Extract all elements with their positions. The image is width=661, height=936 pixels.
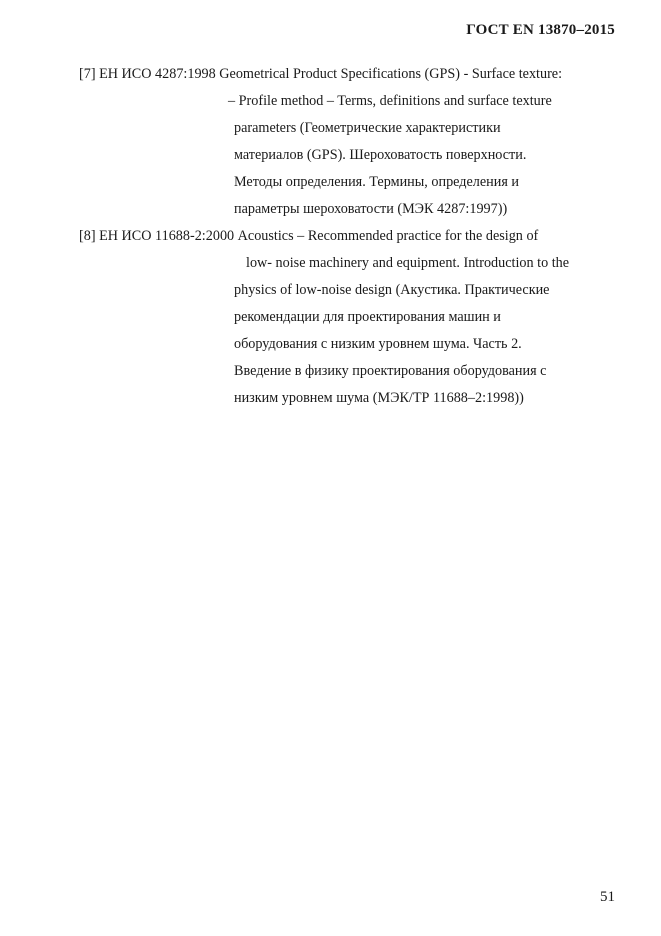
reference-7-line-4: материалов (GPS). Шероховатость поверхности.	[234, 147, 527, 163]
reference-7-line-2: – Profile method – Terms, definitions and surface texture	[228, 93, 552, 109]
reference-8-line-2: low- noise machinery and equipment. Introduction to the	[246, 255, 570, 271]
reference-7-line-3: parameters (Геометрические характеристики	[234, 120, 501, 136]
reference-8-line-6: Введение в физику проектирования оборудования с	[234, 363, 547, 379]
standard-header: ГОСТ EN 13870–2015	[466, 22, 615, 38]
reference-8-line-3: physics of low-noise design (Акустика. Практические	[234, 282, 550, 298]
reference-8-line-1: [8] ЕН ИСО 11688-2:2000 Acoustics – Recommended practice for the design of	[79, 228, 539, 244]
reference-8-line-7: низким уровнем шума (МЭК/ТР 11688–2:1998))	[234, 390, 524, 406]
reference-7-line-1: [7] ЕН ИСО 4287:1998 Geometrical Product Specifications (GPS) - Surface texture:	[79, 66, 563, 82]
reference-8-line-4: рекомендации для проектирования машин и	[234, 309, 501, 325]
reference-7-line-6: параметры шероховатости (МЭК 4287:1997))	[234, 201, 508, 217]
reference-8-line-5: оборудования с низким уровнем шума. Часть 2.	[234, 336, 522, 352]
reference-7-line-5: Методы определения. Термины, определения и	[234, 174, 520, 190]
page-number: 51	[600, 889, 615, 905]
